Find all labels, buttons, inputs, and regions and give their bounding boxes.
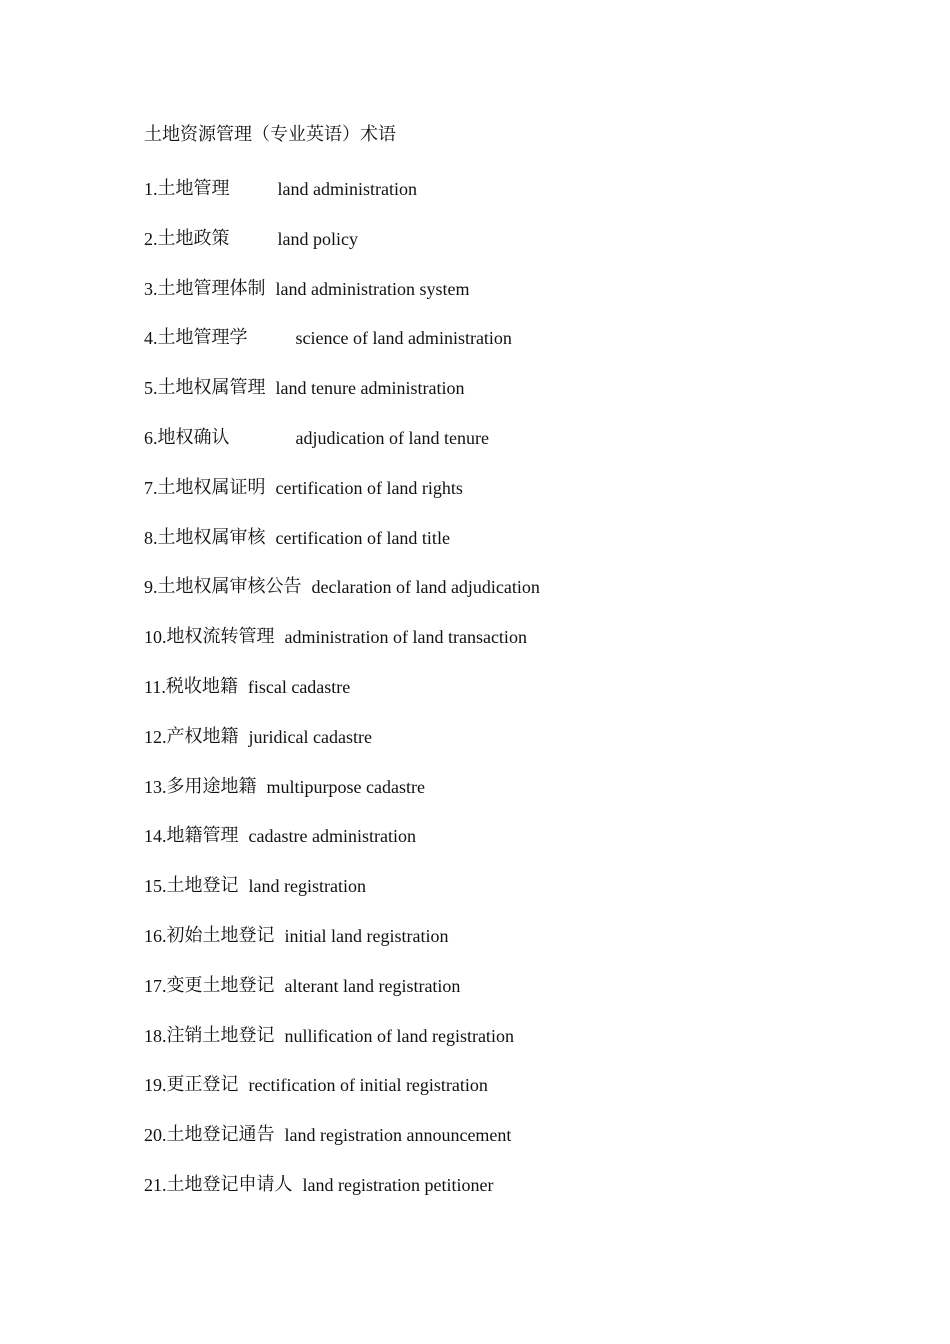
term-english: fiscal cadastre (247, 676, 351, 697)
term-number: 17. (144, 975, 167, 996)
term-row (144, 624, 924, 674)
term-row (144, 176, 924, 226)
term-number: 18. (144, 1025, 167, 1046)
term-row (144, 276, 924, 326)
term-english: adjudication of land tenure (295, 427, 489, 448)
term-english: land administration system (275, 278, 470, 299)
term-row (144, 724, 924, 774)
term-row (144, 525, 924, 575)
term-chinese: 土地登记 (166, 875, 239, 897)
term-chinese: 土地登记通告 (166, 1124, 275, 1146)
term-row (144, 375, 924, 425)
term-number: 15. (144, 876, 167, 897)
term-english: declaration of land adjudication (311, 577, 540, 598)
term-row (144, 1072, 924, 1122)
term-chinese: 初始土地登记 (166, 924, 275, 946)
term-number: 21. (144, 1174, 167, 1195)
term-english: land registration (248, 876, 366, 897)
term-number: 9. (144, 577, 158, 598)
term-number: 20. (144, 1125, 167, 1146)
term-english: nullification of land registration (284, 1025, 514, 1046)
term-row (144, 325, 924, 375)
term-english: initial land registration (284, 925, 449, 946)
term-chinese: 土地权属审核公告 (157, 576, 302, 598)
term-row (144, 674, 924, 724)
term-number: 10. (144, 627, 167, 648)
term-row (144, 1172, 924, 1222)
term-number: 4. (144, 328, 158, 349)
term-english: rectification of initial registration (248, 1075, 488, 1096)
term-row (144, 774, 924, 824)
term-english: land registration announcement (284, 1125, 512, 1146)
term-number: 14. (144, 826, 167, 847)
term-chinese: 土地权属管理 (157, 377, 266, 399)
term-chinese: 土地管理学 (157, 327, 248, 349)
term-chinese: 产权地籍 (166, 725, 239, 747)
term-english: certification of land rights (275, 477, 463, 498)
term-row (144, 873, 924, 923)
term-number: 19. (144, 1075, 167, 1096)
term-english: land policy (277, 228, 358, 249)
term-number: 7. (144, 477, 158, 498)
term-row (144, 1023, 924, 1073)
term-number: 8. (144, 527, 158, 548)
term-list (144, 176, 924, 1222)
term-chinese: 地籍管理 (166, 825, 239, 847)
term-english: alterant land registration (284, 975, 461, 996)
term-chinese: 变更土地登记 (166, 974, 275, 996)
term-number: 16. (144, 925, 167, 946)
term-row (144, 425, 924, 475)
term-chinese: 税收地籍 (165, 675, 238, 697)
term-english: land registration petitioner (302, 1174, 494, 1195)
term-number: 3. (144, 278, 158, 299)
term-chinese: 土地权属审核 (157, 526, 266, 548)
term-number: 2. (144, 228, 158, 249)
term-number: 5. (144, 378, 158, 399)
term-english: cadastre administration (248, 826, 416, 847)
term-english: administration of land transaction (284, 627, 527, 648)
term-number: 12. (144, 726, 167, 747)
term-chinese: 土地管理体制 (157, 277, 266, 299)
term-number: 1. (144, 179, 158, 199)
term-row (144, 823, 924, 873)
term-english: juridical cadastre (248, 726, 372, 747)
term-chinese: 土地权属证明 (157, 476, 266, 498)
term-chinese: 地权确认 (157, 426, 230, 448)
term-chinese: 土地登记申请人 (166, 1173, 293, 1195)
term-english: multipurpose cadastre (266, 776, 425, 797)
term-english: certification of land title (275, 527, 450, 548)
term-english: land administration (277, 179, 417, 199)
term-chinese: 更正登记 (166, 1074, 239, 1096)
term-english: science of land administration (295, 328, 512, 349)
term-chinese: 注销土地登记 (166, 1024, 275, 1046)
term-chinese: 地权流转管理 (166, 626, 275, 648)
term-row (144, 475, 924, 525)
term-row (144, 973, 924, 1023)
term-chinese: 土地管理 (157, 178, 230, 199)
term-chinese: 多用途地籍 (166, 775, 257, 797)
term-row (144, 1122, 924, 1172)
term-row (144, 923, 924, 973)
term-row (144, 226, 924, 276)
term-number: 11. (144, 676, 166, 697)
term-english: land tenure administration (275, 378, 465, 399)
term-number: 13. (144, 776, 167, 797)
document-title: 土地资源管理（专业英语）术语 (144, 124, 396, 145)
term-number: 6. (144, 427, 158, 448)
term-row (144, 574, 924, 624)
term-chinese: 土地政策 (157, 227, 230, 249)
